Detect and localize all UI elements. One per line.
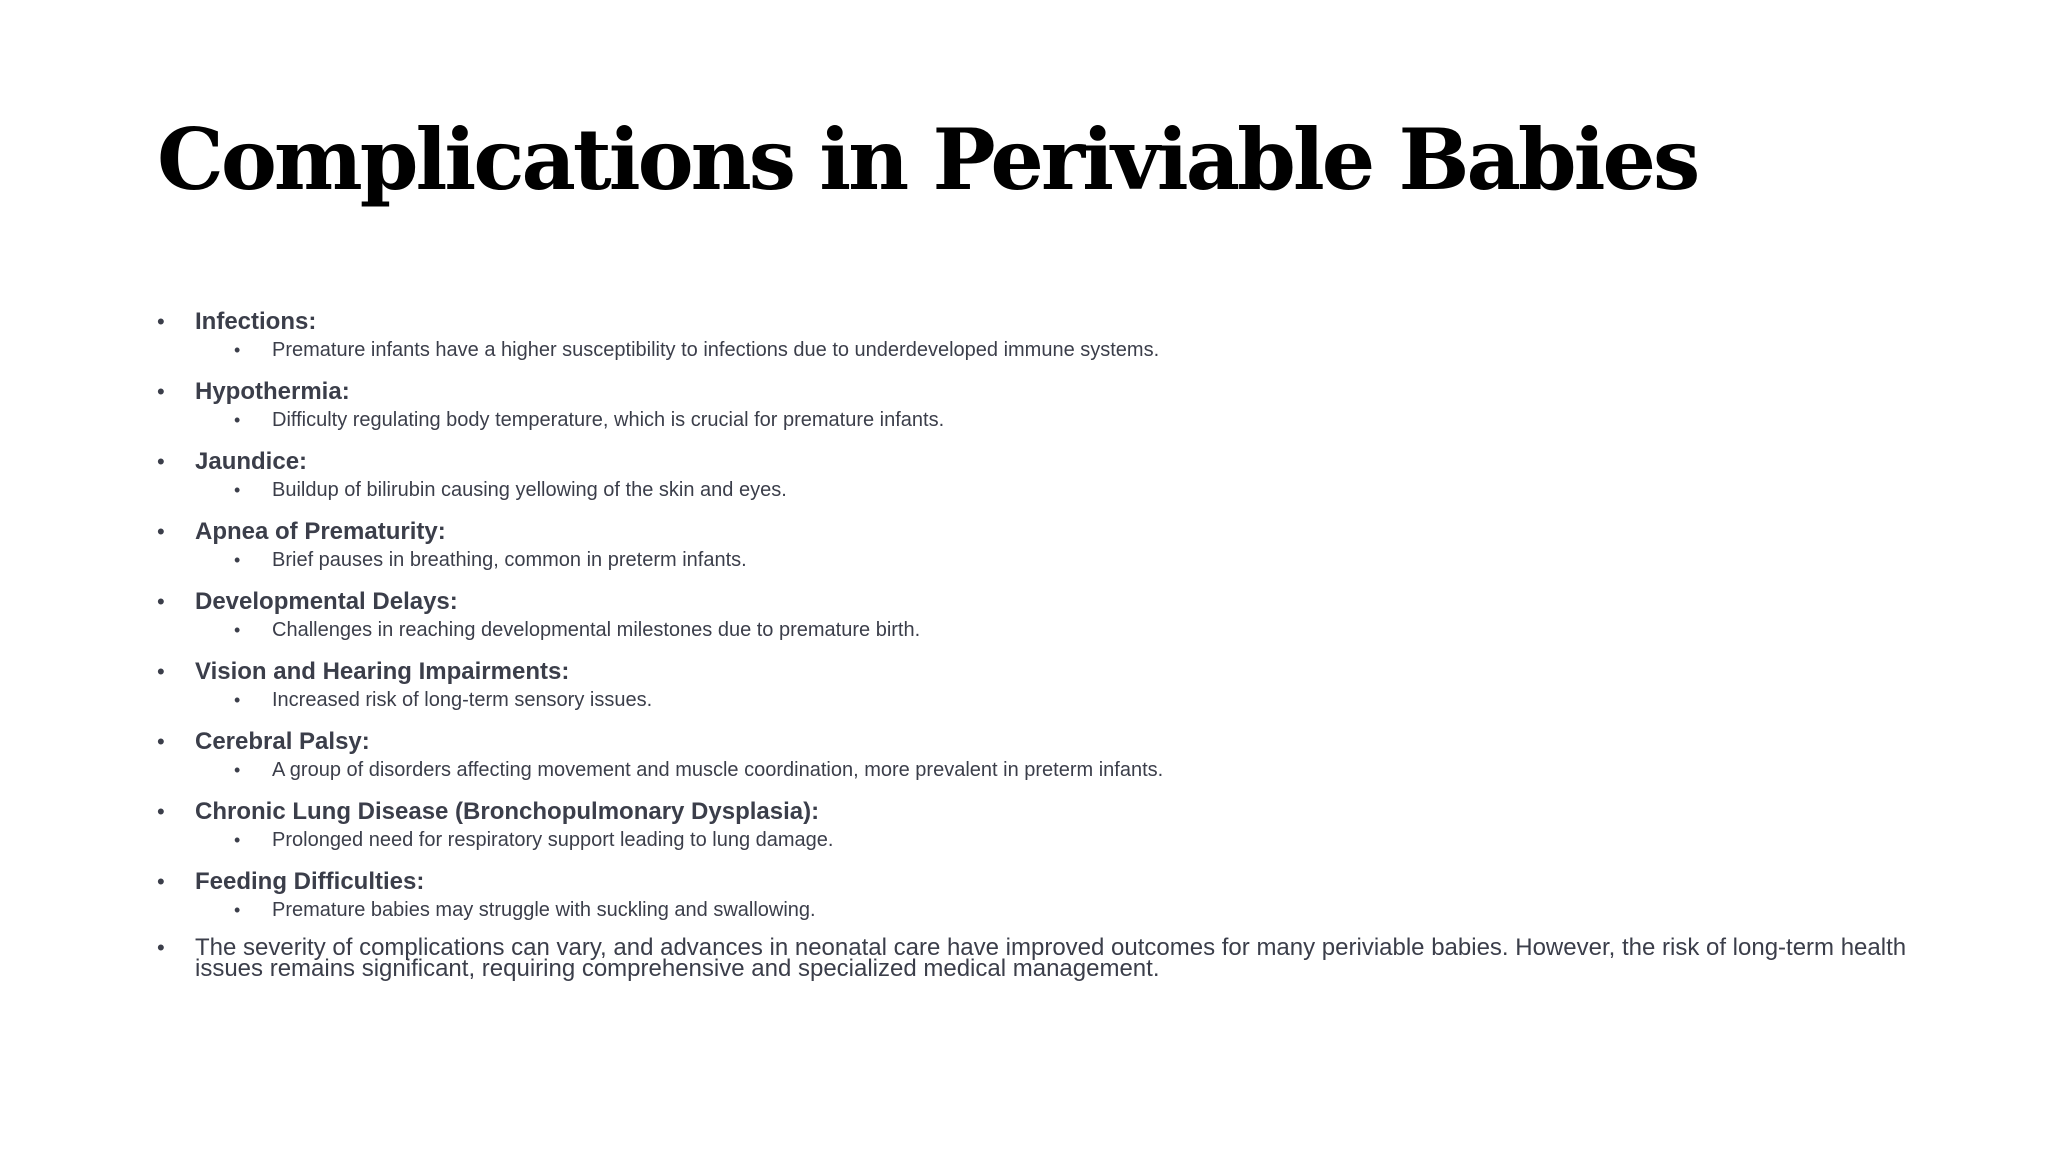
bullet-heading: • Chronic Lung Disease (Bronchopulmonary Dysplasia):: [195, 798, 820, 825]
sub-bullet: • Premature babies may struggle with suckling and swallowing.: [272, 897, 1917, 923]
sub-bullet: • Premature infants have a higher susceptibility to infections due to underdeveloped immune systems.: [272, 337, 1917, 363]
bullet-item-cerebral-palsy: [157, 727, 1917, 783]
sub-bullet: • Buildup of bilirubin causing yellowing of the skin and eyes.: [272, 477, 1917, 503]
bullet-heading: • Infections:: [195, 308, 317, 335]
bullet-list: [157, 307, 1917, 982]
bullet-heading: • Cerebral Palsy:: [195, 728, 370, 755]
bullet-heading: • Apnea of Prematurity:: [195, 518, 446, 545]
bullet-item-infections: [157, 307, 1917, 363]
bullet-item-apnea: [157, 517, 1917, 573]
sub-bullet: • Challenges in reaching developmental milestones due to premature birth.: [272, 617, 1917, 643]
sub-bullet: • Prolonged need for respiratory support leading to lung damage.: [272, 827, 1917, 853]
bullet-heading: • Hypothermia:: [195, 378, 350, 405]
sub-bullet: • Brief pauses in breathing, common in preterm infants.: [272, 547, 1917, 573]
bullet-item-hypothermia: [157, 377, 1917, 433]
sub-bullet: • Increased risk of long-term sensory issues.: [272, 687, 1917, 713]
bullet-heading: • Feeding Difficulties:: [195, 868, 425, 895]
bullet-item-feeding-difficulties: [157, 867, 1917, 923]
bullet-item-vision-hearing: [157, 657, 1917, 713]
bullet-item-chronic-lung-disease: [157, 797, 1917, 853]
closing-bullet: • The severity of complications can vary, and advances in neonatal care have improved outcomes for many periviable babies. However, the risk of long-term health issues remains significant, requiring comprehensive and specialized medical management.: [157, 937, 1917, 979]
bullet-item-jaundice: [157, 447, 1917, 503]
bullet-item-developmental-delays: [157, 587, 1917, 643]
bullet-heading: • Developmental Delays:: [195, 588, 458, 615]
sub-bullet: • Difficulty regulating body temperature, which is crucial for premature infants.: [272, 407, 1917, 433]
bullet-heading: • Vision and Hearing Impairments:: [195, 658, 570, 685]
sub-bullet: • A group of disorders affecting movement and muscle coordination, more prevalent in preterm infants.: [272, 757, 1917, 783]
bullet-heading: • Jaundice:: [195, 448, 308, 475]
slide-title: Complications in Periviable Babies: [157, 110, 1698, 209]
